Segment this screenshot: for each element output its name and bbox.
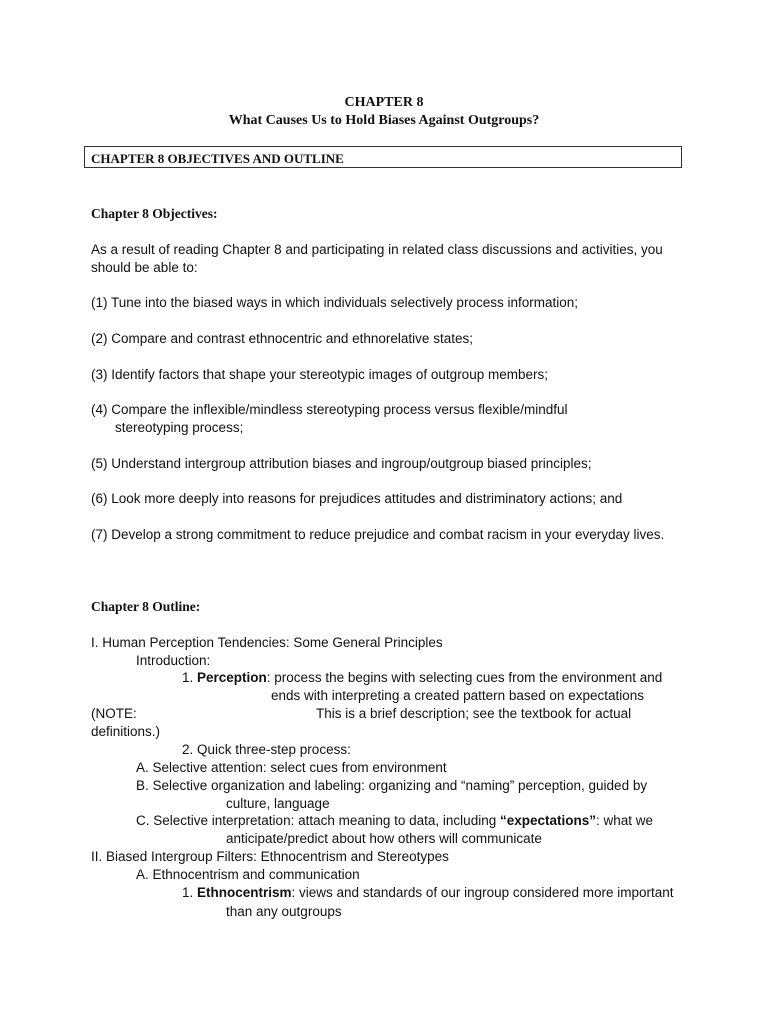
objective-item: (4) Compare the inflexible/mindless stereotyping process versus flexible/mindful [91,402,568,417]
outline-three-step-item: 2. Quick three-step process: [182,742,351,757]
outline-section-2-a: A. Ethnocentrism and communication [136,867,360,882]
outline-note-continuation: definitions.) [91,724,161,739]
outline-section-2: II. Biased Intergroup Filters: Ethnocentrism and Stereotypes [91,849,449,864]
objectives-outline-box [84,146,682,168]
outline-ethnocentrism-term: Ethnocentrism [197,885,292,900]
outline-step-a: A. Selective attention: select cues from environment [136,760,447,775]
outline-note-text: This is a brief description; see the textbook for actual [316,706,632,721]
objective-item: (6) Look more deeply into reasons for prejudices attitudes and distriminatory actions; and [91,491,623,506]
objectives-intro-line2: should be able to: [91,260,198,275]
objective-item: (7) Develop a strong commitment to reduce prejudice and combat racism in your everyday lives. [91,527,665,542]
outline-step-b-continuation: culture, language [226,796,330,811]
objective-item: (3) Identify factors that shape your stereotypic images of outgroup members; [91,367,548,382]
outline-expectations-term: “expectations” [499,813,596,828]
objective-item: (1) Tune into the biased ways in which individuals selectively process information; [91,295,578,310]
outline-heading: Chapter 8 Outline: [91,599,201,614]
outline-perception-definition: : process the begins with selecting cues from the environment and [266,670,663,685]
outline-perception-continuation: ends with interpreting a created pattern based on expectations [271,688,644,703]
outline-introduction: Introduction: [136,653,211,668]
objective-item: (2) Compare and contrast ethnocentric and ethnorelative states; [91,331,473,346]
outline-section-1: I. Human Perception Tendencies: Some General Principles [91,635,443,650]
outline-step-c-continuation: anticipate/predict about how others will communicate [226,831,542,846]
objective-item-continuation: stereotyping process; [115,420,244,435]
outline-ethnocentrism-continuation: than any outgroups [226,904,342,919]
chapter-title: What Causes Us to Hold Biases Against Outgroups? [228,113,540,128]
chapter-number-title: CHAPTER 8 [344,95,424,110]
outline-ethnocentrism-item [182,886,674,900]
outline-perception-item [182,671,662,685]
objectives-outline-label: CHAPTER 8 OBJECTIVES AND OUTLINE [91,151,344,166]
outline-perception-term: Perception [197,670,267,685]
objectives-heading: Chapter 8 Objectives: [91,206,218,221]
outline-note-label: (NOTE: [91,706,137,721]
outline-step-b: B. Selective organization and labeling: organizing and “naming” perception, guided by [136,778,648,793]
objective-item: (5) Understand intergroup attribution biases and ingroup/outgroup biased principles; [91,456,592,471]
outline-step-c [136,814,653,828]
outline-step-c-tail: : what we [596,813,654,828]
outline-step-c-text: C. Selective interpretation: attach meaning to data, including [136,813,500,828]
outline-ethnocentrism-definition: : views and standards of our ingroup considered more important [291,885,674,900]
outline-perception-number: 1. [182,670,198,685]
outline-ethnocentrism-number: 1. [182,885,198,900]
objectives-intro-line1: As a result of reading Chapter 8 and participating in related class discussions and activities, you [91,242,663,257]
